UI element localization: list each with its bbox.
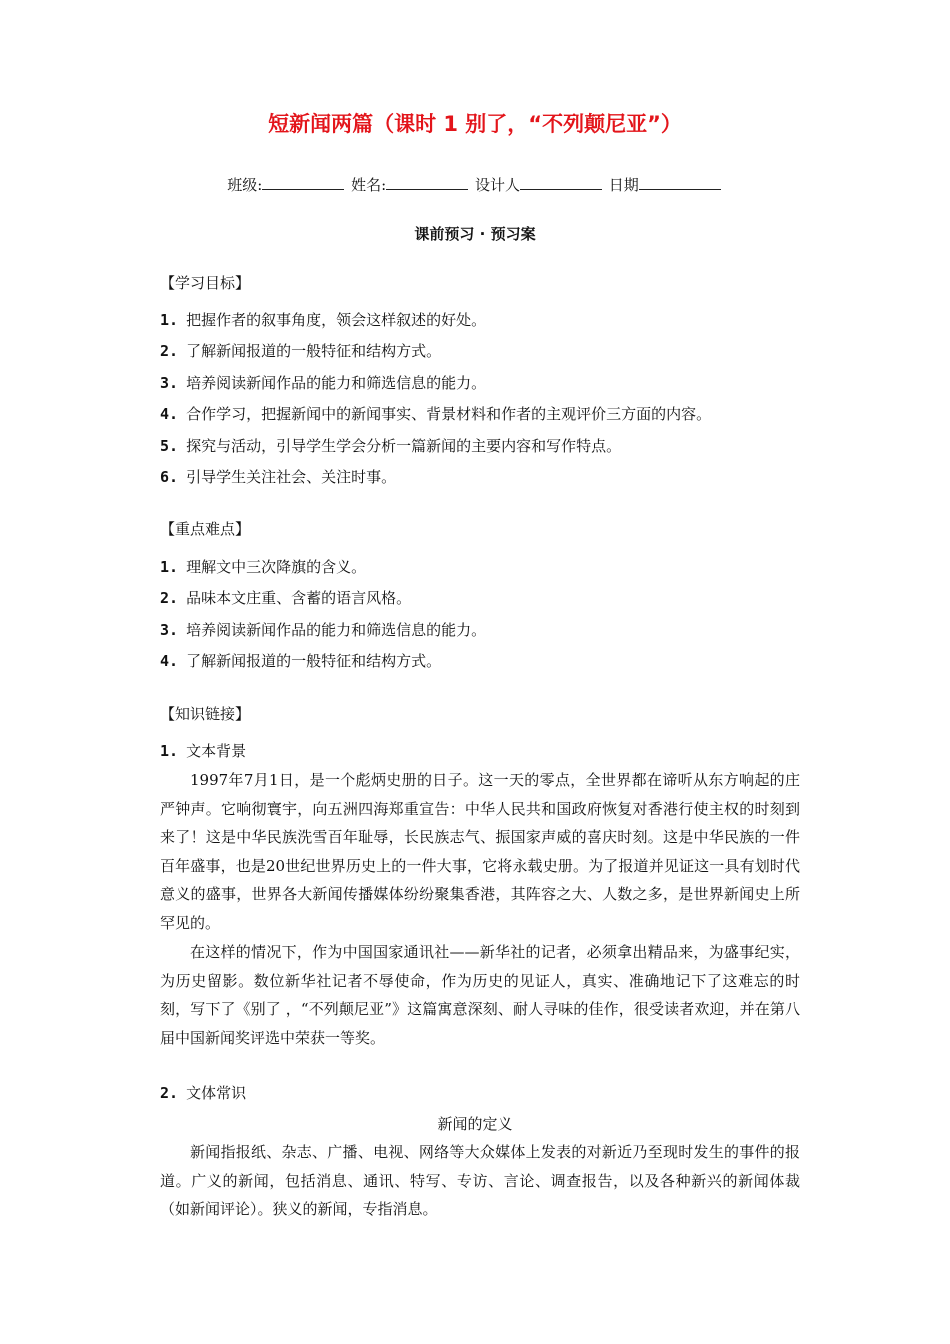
news-definition-paragraph: 新闻指报纸、杂志、广播、电视、网络等大众媒体上发表的对新近乃至现时发生的事件的报道。广义的新闻，包括消息、通讯、特写、专访、言论、调查报告，以及各种新兴的新闻体裁（如新闻评论）。狭义的新闻，专指消息。 bbox=[160, 1143, 800, 1218]
key-point-item: 4. 了解新闻报道的一般特征和结构方式。 bbox=[160, 652, 442, 670]
objective-item: 2. 了解新闻报道的一般特征和结构方式。 bbox=[160, 342, 442, 360]
knowledge-title: 【知识链接】 bbox=[160, 705, 251, 723]
student-info-line bbox=[0, 174, 950, 195]
class-label: 班级: bbox=[227, 176, 263, 194]
designer-blank[interactable] bbox=[520, 177, 602, 190]
objective-item: 6. 引导学生关注社会、关注时事。 bbox=[160, 468, 397, 486]
objective-item: 5. 探究与活动，引导学生学会分析一篇新闻的主要内容和写作特点。 bbox=[160, 437, 622, 455]
background-heading: 1. 文本背景 bbox=[160, 742, 247, 760]
date-blank[interactable] bbox=[639, 177, 721, 190]
key-point-item: 1. 理解文中三次降旗的含义。 bbox=[160, 558, 367, 576]
objective-item: 3. 培养阅读新闻作品的能力和筛选信息的能力。 bbox=[160, 374, 487, 392]
objective-item: 4. 合作学习，把握新闻中的新闻事实、背景材料和作者的主观评价三方面的内容。 bbox=[160, 405, 712, 423]
name-label: 姓名: bbox=[351, 176, 387, 194]
designer-label: 设计人 bbox=[474, 176, 520, 194]
name-blank[interactable] bbox=[386, 177, 468, 190]
background-paragraph-2: 在这样的情况下，作为中国国家通讯社——新华社的记者，必须拿出精品来，为盛事纪实，为历史留影。数位新华社记者不辱使命，作为历史的见证人，真实、准确地记下了这难忘的时刻，写下了《别了 ，“不列颠尼亚”》这篇寓意深刻、耐人寻味的佳作，很受读者欢迎，并在第八届中国新闻奖评选中荣获一等奖。 bbox=[160, 943, 800, 1047]
key-point-item: 3. 培养阅读新闻作品的能力和筛选信息的能力。 bbox=[160, 621, 487, 639]
document-title: 短新闻两篇（课时 1 别了，“不列颠尼亚”） bbox=[268, 112, 682, 136]
key-points-title: 【重点难点】 bbox=[160, 520, 251, 538]
objective-item: 1. 把握作者的叙事角度，领会这样叙述的好处。 bbox=[160, 311, 487, 329]
news-definition-title: 新闻的定义 bbox=[437, 1115, 513, 1133]
background-paragraph-1: 1997年7月1日，是一个彪炳史册的日子。这一天的零点，全世界都在谛听从东方响起的庄严钟声。它响彻寰宇，向五洲四海郑重宣告：中华人民共和国政府恢复对香港行使主权的时刻到来了！这是中华民族洗雪百年耻辱，长民族志气、振国家声威的喜庆时刻。这是中华民族的一件百年盛事，也是20世纪世界历史上的一件大事，它将永载史册。为了报道并见证这一具有划时代意义的盛事，世界各大新闻传播媒体纷纷聚集香港，其阵容之大、人数之多，是世界新闻史上所罕见的。 bbox=[160, 771, 800, 932]
class-blank[interactable] bbox=[262, 177, 344, 190]
objectives-title: 【学习目标】 bbox=[160, 274, 251, 292]
section-heading: 课前预习 · 预习案 bbox=[414, 225, 536, 243]
genre-heading: 2. 文体常识 bbox=[160, 1084, 247, 1102]
key-point-item: 2. 品味本文庄重、含蓄的语言风格。 bbox=[160, 589, 412, 607]
date-label: 日期 bbox=[608, 176, 639, 194]
